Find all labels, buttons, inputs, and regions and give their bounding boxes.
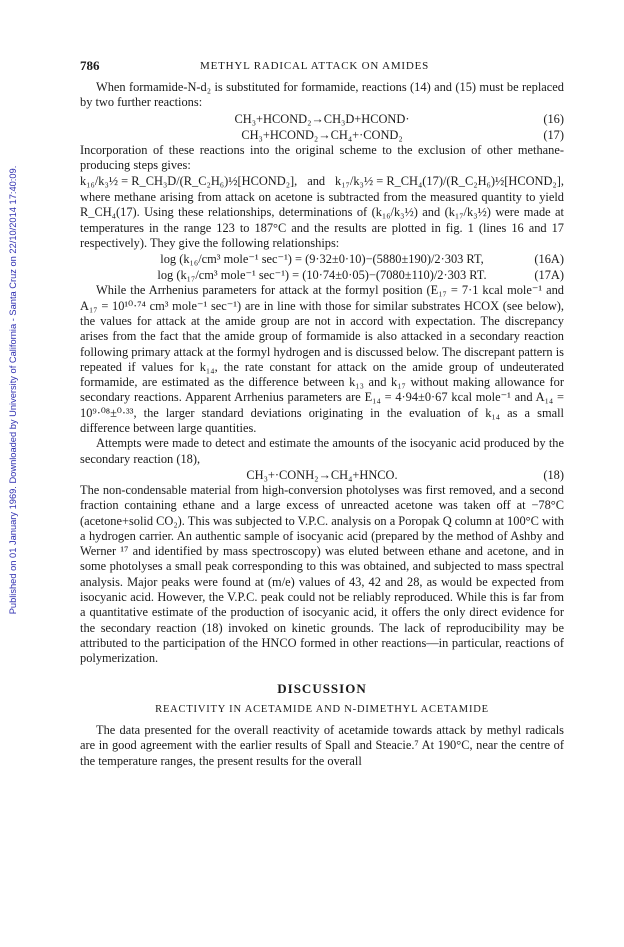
running-header xyxy=(80,58,564,76)
page-number: 786 xyxy=(80,58,100,73)
equation-number: (16A) xyxy=(534,252,564,267)
article-content xyxy=(80,80,564,769)
equation-pair xyxy=(80,173,564,190)
download-watermark xyxy=(6,70,20,710)
paragraph: Attempts were made to detect and estimate the amounts of the isocyanic acid produced by the secondary reaction (18), xyxy=(80,436,564,466)
equation xyxy=(80,267,564,283)
paragraph: While the Arrhenius parameters for attack at the formyl position (E₁₇ = 7·1 kcal mole⁻¹ and A₁₇ = 10¹⁰·⁷⁴ cm³ mole⁻¹ sec⁻¹) are in line with those for similar substrates HCOX (see below), the values for attack at the amide group are not in accord with expectation. The discrepancy arises from the fact that the amide group of formamide is also attacked in a secondary reaction following primary attack at the formyl hydrogen and is discussed below. The discrepant pattern is repeated if values for k₁₄, the rate constant for attack on the amide group of undeuterated formamide, are estimated as the difference between k₁₃ and k₁₇ without making allowance for secondary reactions. Apparent Arrhenius parameters are E₁₄ = 4·94±0·67 kcal mole⁻¹ and A₁₄ = 10⁹·⁰⁸±⁰·³³, the larger standard deviations originating in the evaluation of k₁₄ as a small difference between large quantities. xyxy=(80,283,564,436)
page-body xyxy=(80,58,564,769)
paragraph: The non-condensable material from high-conversion photolyses was first removed, and a second fraction containing ethane and a large excess of unreacted acetone was taken off at −78°C (acetone+solid CO₂). This was subjected to V.P.C. analysis on a Poropak Q column at 100°C with a hydrogen carrier. An authentic sample of isocyanic acid (prepared by the method of Ashby and Werner ¹⁷ and identified by mass spectroscopy) was eluted between ethane and acetone, and in some photolyses a small peak corresponding to this was obtained, and subjected to mass spectral analysis. Major peaks were found at (m/e) values of 43, 42 and 28, as would be expected from isocyanic acid. However, the V.P.C. peak could not be reliably reproduced. While this is far from a quantitative estimate of the production of isocyanic acid, it offers the only direct evidence for the secondary reaction (18) invoked on kinetic grounds. The lack of reproducibility may be attributed to the participation of the HNCO formed in other reactions—in particular, reactions of polymerization. xyxy=(80,482,564,666)
equation-text: CH₃+HCOND₂→CH₃D+HCOND· xyxy=(234,111,410,126)
equation-text: CH₃+HCOND₂→CH₄+·COND₂ xyxy=(241,127,403,142)
equation xyxy=(80,127,564,143)
paragraph: When formamide-N-d₂ is substituted for formamide, reactions (14) and (15) must be replaced by two further reactions: xyxy=(80,80,564,110)
equation xyxy=(80,467,564,483)
equation-number: (18) xyxy=(543,467,564,482)
section-heading: DISCUSSION xyxy=(277,680,367,696)
watermark-text: Published on 01 January 1969. Downloaded by University of California - Santa Cruz on 22/10/2014 17:40:09. xyxy=(8,165,18,615)
equation-text: log (k₁₆/cm³ mole⁻¹ sec⁻¹) = (9·32±0·10)−(5880±190)/2·303 RT, xyxy=(160,252,484,267)
running-title: METHYL RADICAL ATTACK ON AMIDES xyxy=(200,60,430,72)
equation-number: (16) xyxy=(543,111,564,126)
paragraph: Incorporation of these reactions into the original scheme to the exclusion of other methane-producing steps gives: xyxy=(80,142,564,172)
subsection-heading: REACTIVITY IN ACETAMIDE AND N-DIMETHYL ACETAMIDE xyxy=(155,703,489,715)
equation-left: k₁₆/k₃½ = R_CH₃D/(R_C₂H₆)½[HCOND₂], xyxy=(80,174,298,189)
equation-number: (17A) xyxy=(534,268,564,283)
equation-text: log (k₁₇/cm³ mole⁻¹ sec⁻¹) = (10·74±0·05)−(7080±110)/2·303 RT. xyxy=(157,268,487,283)
equation-number: (17) xyxy=(543,127,564,142)
equation xyxy=(80,251,564,267)
paragraph: The data presented for the overall reactivity of acetamide towards attack by methyl radicals are in good agreement with the earlier results of Spall and Steacie.⁷ At 190°C, near the centre of the temperature ranges, the present results for the overall xyxy=(80,723,564,768)
equation-right: k₁₇/k₃½ = R_CH₄(17)/(R_C₂H₆)½[HCOND₂], xyxy=(335,174,564,189)
equation-conjunction: and xyxy=(307,174,326,189)
equation xyxy=(80,111,564,127)
equation-text: CH₃+·CONH₂→CH₄+HNCO. xyxy=(246,467,398,482)
paragraph: where methane arising from attack on acetone is subtracted from the measured quantity to yield R_CH₄(17). Using these relationships, determinations of (k₁₆/k₃½) and (k₁₇/k₃½) were made at temperatures in the range 123 to 187°C and the results are plotted in fig. 1 (lines 16 and 17 respectively). They give the following relationships: xyxy=(80,190,564,251)
